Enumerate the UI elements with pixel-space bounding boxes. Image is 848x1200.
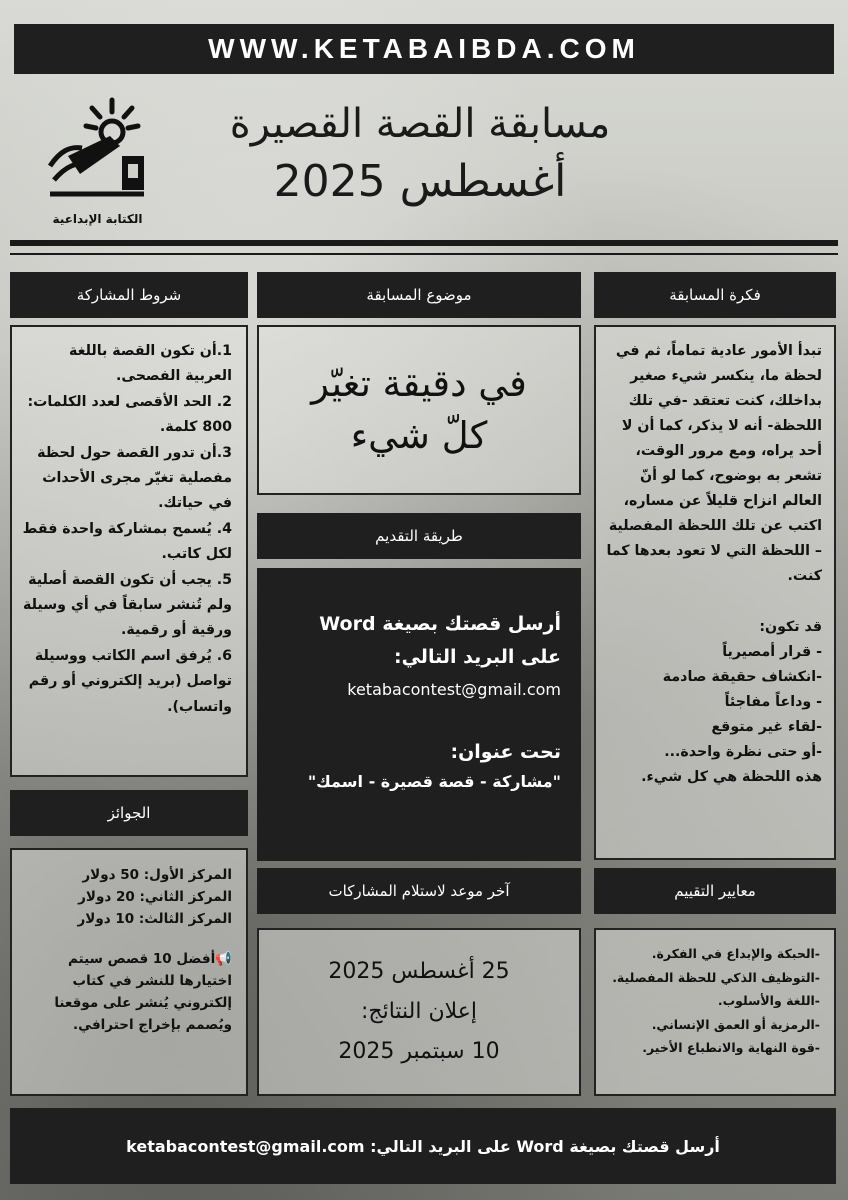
- prizes-box: [10, 848, 248, 1096]
- prize-item: المركز الثاني: 20 دولار: [78, 889, 232, 905]
- submission-header: [257, 513, 581, 559]
- theme-line-2: كلّ شيء: [350, 414, 488, 457]
- idea-list-item: -انكشاف حقيقة صادمة: [662, 669, 822, 685]
- theme-header-label: موضوع المسابقة: [366, 286, 472, 304]
- criteria-item: -الرمزية أو العمق الإنساني.: [651, 1016, 820, 1032]
- submission-header-label: طريقة التقديم: [375, 527, 463, 545]
- divider-thin: [10, 253, 838, 255]
- idea-header: [594, 272, 836, 318]
- criteria-item: -الحبكة والإبداع في الفكرة.: [651, 946, 820, 961]
- theme-line-1: في دقيقة تغيّر: [311, 362, 527, 405]
- condition-item: 3.أن تدور القصة حول لحظة مفصلية تغيّر مجرى الأحداث في حياتك.: [37, 444, 232, 512]
- conditions-header-label: شروط المشاركة: [76, 286, 182, 304]
- idea-list-intro: قد تكون:: [759, 619, 822, 635]
- deadline-box: [257, 928, 581, 1096]
- website-url[interactable]: WWW.KETABAIBDA.COM: [208, 33, 640, 64]
- prizes-note: 📢أفضل 10 قصص سيتم اختيارها للنشر في كتاب إلكتروني يُنشر على موقعنا ويُصمم بإخراج احترافي.: [54, 951, 232, 1033]
- idea-list-item: - وداعاً مفاجئاً: [724, 694, 822, 710]
- criteria-header: [594, 868, 836, 914]
- footer-text: أرسل قصتك بصيغة Word على البريد التالي: ketabacontest@gmail.com: [126, 1136, 720, 1156]
- condition-item: 2. الحد الأقصى لعدد الكلمات: 800 كلمة.: [27, 393, 232, 436]
- condition-item: 4. يُسمح بمشاركة واحدة فقط لكل كاتب.: [22, 520, 232, 563]
- criteria-item: -قوة النهاية والانطباع الأخير.: [642, 1040, 820, 1055]
- condition-item: 1.أن تكون القصة باللغة العربية الفصحى.: [68, 343, 232, 385]
- submission-email[interactable]: ketabacontest@gmail.com: [347, 680, 561, 699]
- prizes-header: [10, 790, 248, 836]
- idea-list-item: - قرار أمصيرياً: [722, 644, 822, 660]
- condition-item: 5. يجب أن تكون القصة أصلية ولم تُنشر سابقاً في أي وسيلة ورقية أو رقمية.: [23, 571, 232, 639]
- criteria-item: -التوظيف الذكي للحظة المفصلية.: [612, 969, 820, 985]
- theme-box: [257, 325, 581, 495]
- idea-list-item: -أو حتى نظرة واحدة...: [664, 744, 822, 760]
- page-title: [160, 96, 680, 212]
- idea-paragraph: تبدأ الأمور عادية تماماً، ثم في لحظة ما، ينكسر شيء صغير بداخلك، كنت تعتقد -في تلك اللحظة- أنه لا يذكر، كما أن لا أحد يراه، ومع مرور الوقت، تشعر به بوضوح، كما لو أنّ العالم انزاح قليلاً عن مساره، اكتب عن تلك اللحظة المفصلية – اللحظة التي لا تعود بعدها كما كنت.: [606, 343, 822, 584]
- website-banner: [14, 24, 834, 74]
- deadline-header-label: آخر موعد لاستلام المشاركات: [328, 882, 510, 900]
- logo: [40, 96, 155, 226]
- prizes-header-label: الجوائز: [107, 804, 151, 822]
- logo-caption: الكتابة الإبداعية: [52, 212, 143, 226]
- submission-line-1: أرسل قصتك بصيغة Word: [319, 613, 561, 635]
- pen-sun-logo-icon: [40, 96, 155, 206]
- deadline-header: [257, 868, 581, 914]
- title-line-1: مسابقة القصة القصيرة: [229, 101, 611, 147]
- idea-closing: هذه اللحظة هي كل شيء.: [641, 769, 822, 785]
- deadline-date: 25 أغسطس 2025: [328, 959, 510, 984]
- prize-item: المركز الثالث: 10 دولار: [77, 911, 232, 927]
- criteria-item: -اللغة والأسلوب.: [717, 993, 820, 1008]
- submission-line-2: على البريد التالي:: [393, 646, 561, 668]
- prize-item: المركز الأول: 50 دولار: [82, 867, 232, 883]
- criteria-box: [594, 928, 836, 1096]
- footer-banner: [10, 1108, 836, 1184]
- idea-header-label: فكرة المسابقة: [669, 286, 761, 304]
- results-date: 10 سبتمبر 2025: [338, 1039, 500, 1064]
- title-line-2: أغسطس 2025: [273, 156, 567, 207]
- subject-label: تحت عنوان:: [450, 741, 561, 763]
- subject-value: "مشاركة - قصة قصيرة - اسمك": [307, 772, 561, 791]
- divider-thick: [10, 240, 838, 246]
- criteria-header-label: معايير التقييم: [674, 882, 756, 900]
- submission-box: [257, 568, 581, 861]
- theme-header: [257, 272, 581, 318]
- condition-item: 6. يُرفق اسم الكاتب ووسيلة تواصل (بريد إلكتروني أو رقم واتساب).: [28, 647, 232, 715]
- results-label: إعلان النتائج:: [360, 999, 478, 1024]
- conditions-header: [10, 272, 248, 318]
- conditions-box: [10, 325, 248, 777]
- idea-box: [594, 325, 836, 860]
- idea-list-item: -لقاء غير متوقع: [711, 719, 822, 735]
